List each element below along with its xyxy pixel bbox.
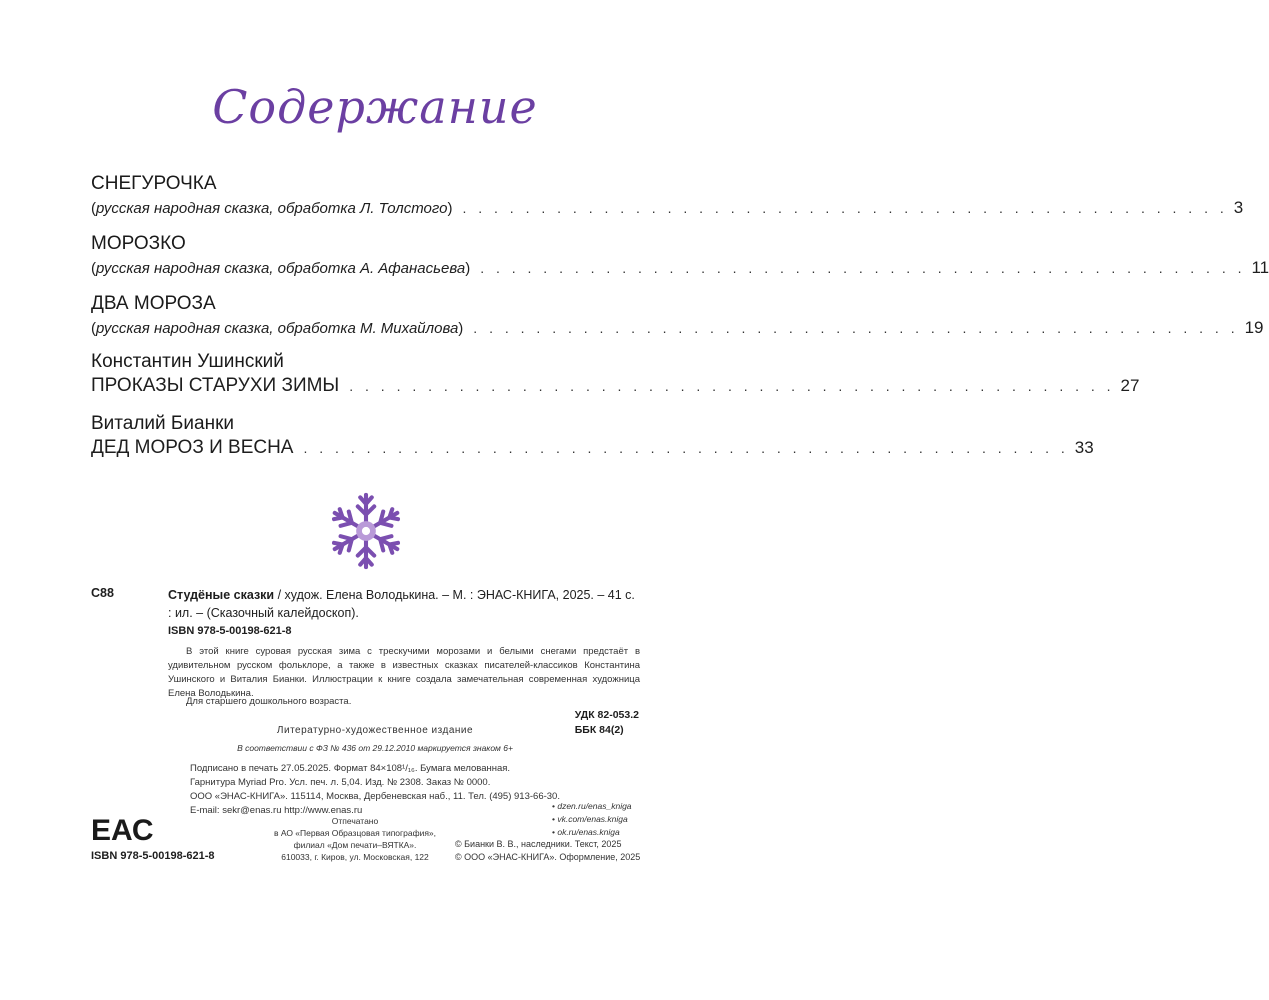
printer-line: Отпечатано <box>331 816 379 826</box>
print-line: E-mail: sekr@enas.ru http://www.enas.ru <box>190 805 363 816</box>
toc-entry-row <box>91 374 1140 398</box>
age-note: Для старшего дошкольного возраста. <box>186 696 352 707</box>
eac-mark-icon <box>91 812 154 847</box>
toc-entry-title: СНЕГУРОЧКА <box>91 173 217 194</box>
printer-line: филиал «Дом печати–ВЯТКА». <box>293 840 417 850</box>
toc-entry-title: ПРОКАЗЫ СТАРУХИ ЗИМЫ <box>91 375 340 396</box>
toc-entry <box>91 292 1264 340</box>
toc-entry <box>91 412 1094 460</box>
toc-entry-note: (русская народная сказка, обработка Л. Толстого) <box>91 200 453 217</box>
copyright <box>455 838 640 864</box>
toc-entry-note: (русская народная сказка, обработка А. Афанасьева) <box>91 260 471 277</box>
isbn-bottom: ISBN 978-5-00198-621-8 <box>91 850 215 862</box>
print-line: Подписано в печать 27.05.2025. Формат 84×108¹/₁₆. Бумага мелованная. <box>190 763 511 774</box>
toc-entry-row <box>91 256 1269 280</box>
social-link[interactable]: • ok.ru/enas.kniga <box>552 826 632 839</box>
bibliographic-record <box>168 586 636 622</box>
printer-info <box>260 815 450 863</box>
bbk-code: ББК 84(2) <box>574 724 624 736</box>
udk-bbk-codes <box>575 708 639 738</box>
print-details <box>190 762 580 818</box>
book-title: Студёные сказки <box>168 588 275 602</box>
toc-entry-author: Виталий Бианки <box>91 413 235 434</box>
social-link[interactable]: • dzen.ru/enas_kniga <box>552 800 632 813</box>
annotation: В этой книге суровая русская зима с трескучими морозами и белыми снегами предстаёт в удивительном русском фольклоре, а также в известных сказках писателей-классиков Константина Ушинского и Виталия Бианки. Иллюстрации к книге создала замечательная современная художница Елена Володькина. <box>168 646 640 699</box>
leader-dots: . . . . . . . . . . . . . . . . . . . . . . . . . . . . . . . . . . . . . . . . . . . . . . . . . <box>303 440 1069 456</box>
leader-dots: . . . . . . . . . . . . . . . . . . . . . . . . . . . . . . . . . . . . . . . . . . . . . . . . . <box>349 378 1115 394</box>
toc-entry-row <box>91 436 1094 460</box>
toc-entry-author: Константин Ушинский <box>91 351 284 372</box>
toc-page-number: 27 <box>1120 376 1140 395</box>
toc-page-number: 19 <box>1244 318 1264 337</box>
age-rating-law: В соответствии с ФЗ № 436 от 29.12.2010 маркируется знаком 6+ <box>237 743 513 753</box>
toc-entry-row <box>91 196 1244 220</box>
social-link[interactable]: • vk.com/enas.kniga <box>552 813 632 826</box>
toc-page-number: 11 <box>1251 258 1269 277</box>
page-title: Содержание <box>212 80 538 134</box>
bibliographic-details: / худож. Елена Володькина. – М. : ЭНАС-КНИГА, 2025. – 41 с. : ил. – (Сказочный калейдоскоп). <box>168 588 635 620</box>
toc-entry <box>91 172 1244 220</box>
copyright-line: © Бианки В. В., наследники. Текст, 2025 <box>455 839 622 849</box>
social-links <box>552 800 632 839</box>
leader-dots: . . . . . . . . . . . . . . . . . . . . . . . . . . . . . . . . . . . . . . . . . . . . . . . . . <box>480 260 1246 276</box>
toc-entry <box>91 350 1140 398</box>
toc-page-number: 3 <box>1233 198 1244 217</box>
udk-code: УДК 82-053.2 <box>574 709 639 721</box>
classification-code: С88 <box>91 586 114 600</box>
toc-entry-title: ДВА МОРОЗА <box>91 293 216 314</box>
leader-dots: . . . . . . . . . . . . . . . . . . . . . . . . . . . . . . . . . . . . . . . . . . . . . . . . . <box>462 200 1228 216</box>
snowflake-icon <box>325 490 407 572</box>
svg-text:ЕАС: ЕАС <box>91 814 154 847</box>
leader-dots: . . . . . . . . . . . . . . . . . . . . . . . . . . . . . . . . . . . . . . . . . . . . . . . . . <box>473 320 1239 336</box>
toc-entry-row <box>91 316 1264 340</box>
toc-entry-note: (русская народная сказка, обработка М. Михайлова) <box>91 320 464 337</box>
printer-line: в АО «Первая Образцовая типография», <box>273 828 437 838</box>
isbn: ISBN 978-5-00198-621-8 <box>168 625 292 637</box>
printer-line: 610033, г. Киров, ул. Московская, 122 <box>281 852 429 862</box>
print-line: Гарнитура Myriad Pro. Усл. печ. л. 5,04. Изд. № 2308. Заказ № 0000. <box>190 777 491 788</box>
toc-entry-title: ДЕД МОРОЗ И ВЕСНА <box>91 437 294 458</box>
edition-type: Литературно-художественное издание <box>276 725 474 736</box>
toc-entry <box>91 232 1269 280</box>
copyright-line: © ООО «ЭНАС-КНИГА». Оформление, 2025 <box>455 852 641 862</box>
print-line: ООО «ЭНАС-КНИГА». 115114, Москва, Дербеневская наб., 11. Тел. (495) 913-66-30. <box>190 791 560 802</box>
toc-page-number: 33 <box>1074 438 1094 457</box>
toc-entry-title: МОРОЗКО <box>91 233 186 254</box>
